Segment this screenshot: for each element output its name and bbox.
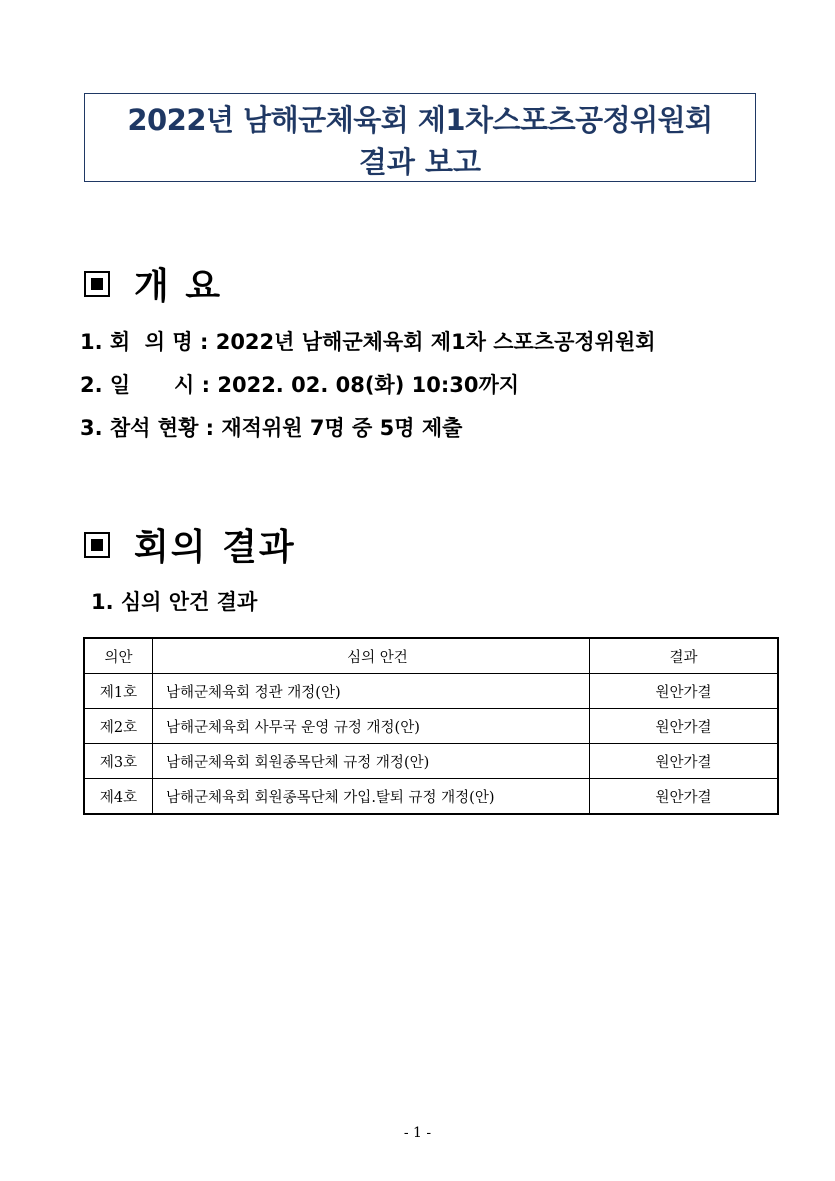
overview-heading-text: 개 요 <box>134 266 223 307</box>
agenda-cell: 남해군체육회 정관 개정(안) <box>153 674 590 709</box>
agenda-no-cell: 제3호 <box>84 744 153 779</box>
results-subheading: 1. 심의 안건 결과 <box>91 590 258 614</box>
results-table <box>83 637 779 815</box>
header-result: 결과 <box>590 638 779 674</box>
table-row <box>84 744 778 779</box>
document-subtitle: 결과 보고 <box>358 145 482 179</box>
document-title: 2022년 남해군체육회 제1차스포츠공정위원회 <box>127 103 713 137</box>
table-row <box>84 779 778 815</box>
result-cell: 원안가결 <box>590 744 779 779</box>
header-agenda: 심의 안건 <box>153 638 590 674</box>
result-cell: 원안가결 <box>590 674 779 709</box>
overview-item-meeting-name: 1. 회 의 명 : 2022년 남해군체육회 제1차 스포츠공정위원회 <box>80 330 656 354</box>
square-bullet-icon <box>84 271 110 297</box>
table-row <box>84 709 778 744</box>
agenda-no-cell: 제4호 <box>84 779 153 815</box>
square-bullet-icon <box>84 532 110 558</box>
header-agenda-no: 의안 <box>84 638 153 674</box>
overview-heading <box>84 258 222 309</box>
table-row <box>84 674 778 709</box>
table-header-row <box>84 638 778 674</box>
agenda-cell: 남해군체육회 사무국 운영 규정 개정(안) <box>153 709 590 744</box>
results-heading-text: 회의 결과 <box>134 527 296 568</box>
result-cell: 원안가결 <box>590 709 779 744</box>
agenda-cell: 남해군체육회 회원종목단체 규정 개정(안) <box>153 744 590 779</box>
title-box <box>84 93 756 182</box>
agenda-cell: 남해군체육회 회원종목단체 가입.탈퇴 규정 개정(안) <box>153 779 590 815</box>
page-number: - 1 - <box>403 1125 432 1141</box>
overview-item-date: 2. 일 시 : 2022. 02. 08(화) 10:30까지 <box>80 373 520 397</box>
result-cell: 원안가결 <box>590 779 779 815</box>
agenda-no-cell: 제2호 <box>84 709 153 744</box>
overview-item-attendance: 3. 참석 현황 : 재적위원 7명 중 5명 제출 <box>80 416 463 440</box>
agenda-no-cell: 제1호 <box>84 674 153 709</box>
results-heading <box>84 519 296 570</box>
